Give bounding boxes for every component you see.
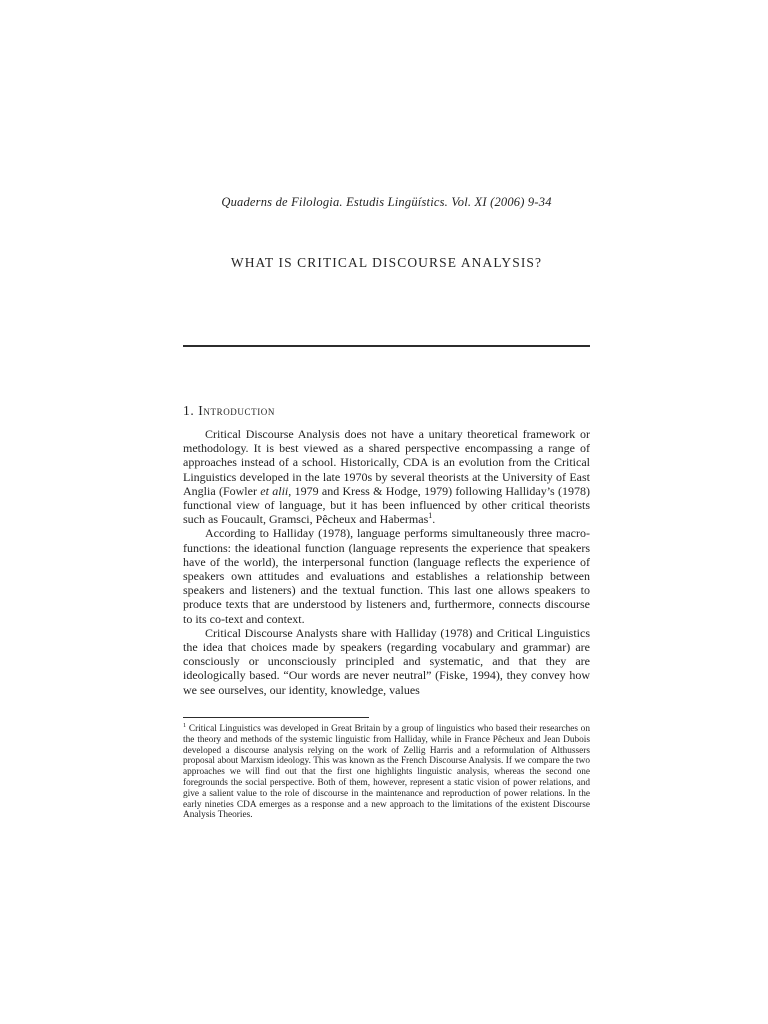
body-paragraph-1 — [183, 427, 590, 526]
page-content — [183, 0, 590, 1024]
paragraph-text: Critical Discourse Analysis does not have a unitary theoretical framework or methodology. It is best viewed as a shared perspective encompassing a range of approaches instead of a school. Historically, CDA is an evolution from the Critical Linguistics developed in the late 1970s by several theorists at the University of East Anglia (Fowler — [183, 427, 590, 498]
journal-citation: Quaderns de Filologia. Estudis Lingüístics. Vol. XI (2006) 9-34 — [221, 195, 552, 209]
body-paragraph-3: Critical Discourse Analysts share with Halliday (1978) and Critical Linguistics the idea that choices made by speakers (regarding vocabulary and grammar) are consciously or unconsciously principled and systematic, and that they are ideologically based. “Our words are never neutral” (Fiske, 1994), they convey how we see ourselves, our identity, knowledge, values — [183, 625, 590, 697]
footnote-marker: 1 — [183, 721, 187, 729]
footnote-text: Critical Linguistics was developed in Great Britain by a group of linguistics who based their researches on the theory and methods of the systemic linguistic from Halliday, while in France Pêcheux and Jean Dubois developed a discourse analysis relying on the work of Zellig Harris and a reformulation of Althussers proposal about Marxism ideology. This was known as the French Discourse Analysis. If we compare the two approaches we will find out that the first one highlights linguistic analysis, whereas the second one foregrounds the social perspective. Both of them, however, represent a static vision of power relations, and give a salient value to the role of discourse in the maintenance and reproduction of power relations. In the early nineties CDA emerges as a response and a new approach to the limitations of the existent Discourse Analysis Theories. — [183, 724, 590, 821]
body-text-block — [183, 427, 590, 697]
title-divider — [183, 345, 590, 347]
paragraph-text-italic: et alii — [260, 483, 289, 498]
section-heading: 1. Introduction — [183, 403, 275, 418]
paragraph-text: , 1979 and Kress & Hodge, 1979) following Halliday’s (1978) functional view of language, but it has been influenced by other critical theorists such as Foucault, Gramsci, Pêcheux and Habermas — [183, 483, 590, 527]
paper-title: WHAT IS CRITICAL DISCOURSE ANALYSIS? — [230, 255, 543, 270]
footnote-divider — [183, 717, 369, 718]
paragraph-text: . — [432, 512, 436, 527]
footnote — [183, 721, 590, 821]
body-paragraph-2: According to Halliday (1978), language performs simultaneously three macro-functions: the ideational function (language represents the experience that speakers have of the world), the interpersonal function (language reflects the experience of speakers own attitudes and evaluations and establishes a relationship between speakers and listeners) and the textual function. This last one allows speakers to produce texts that are understood by listeners and, furthermore, connects discourse to its co-text and context. — [183, 526, 590, 626]
footnote-reference: 1 — [428, 511, 433, 521]
